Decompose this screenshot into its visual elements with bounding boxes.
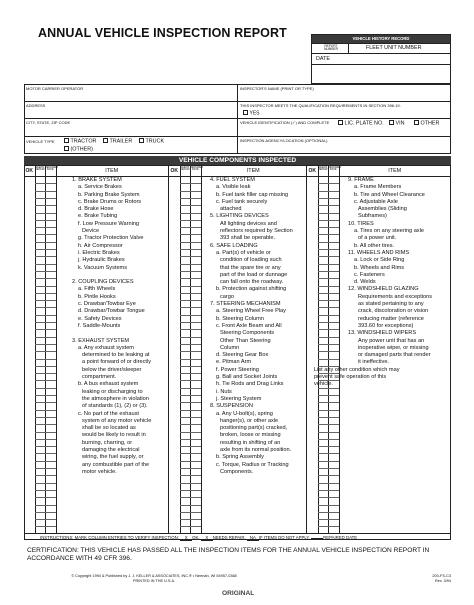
check-row-line	[318, 256, 339, 257]
inspection-item: a. Fifth Wheels	[78, 286, 116, 293]
inspection-item: e. Pitman Arm	[216, 359, 252, 366]
check-row-line	[35, 293, 56, 294]
check-row-line	[35, 410, 56, 411]
inspection-item: determined to be leaking at	[82, 352, 150, 359]
check-row-line	[35, 359, 56, 360]
check-row-line	[180, 220, 201, 221]
check-row-line	[35, 505, 56, 506]
inspection-item: Any power unit that has an	[358, 337, 425, 344]
check-row-line	[318, 227, 339, 228]
inspection-item: condition of loading such	[220, 257, 282, 264]
section-heading: 7. STEERING MECHANISM	[210, 301, 281, 308]
inspection-item: j. Hydraulic Brakes	[78, 257, 125, 264]
check-row-line	[318, 512, 339, 513]
check-row-line	[35, 439, 56, 440]
inspection-item: crack, discoloration or vision	[358, 308, 429, 315]
needs-repair-column-header: NEEDS REPAIR	[180, 165, 190, 172]
inspection-item: f. Power Steering	[216, 366, 259, 373]
yes-checkbox[interactable]: YES	[243, 110, 260, 117]
repaired-date-column-header: REPAIRED DATE	[190, 165, 204, 172]
inspection-item: reflectors required by Section	[220, 228, 293, 235]
check-row-line	[35, 286, 56, 287]
check-row-line	[180, 526, 201, 527]
agency-field[interactable]: INSPECTION AGENCY/LOCATION (OPTIONAL)	[240, 138, 328, 143]
inspection-item: vehicle.	[314, 381, 333, 388]
inspector-name-field[interactable]: INSPECTOR'S NAME (PRINT OR TYPE)	[240, 86, 314, 91]
inspection-item: c. Fuel tank securely	[216, 198, 268, 205]
inspection-item: c. Drawbar/Towbar Eye	[78, 301, 136, 308]
check-row-line	[180, 278, 201, 279]
section-heading: 6. SAFE LOADING	[210, 242, 258, 249]
inspection-item: b. Steering Column	[216, 315, 264, 322]
inspection-item: f. Saddle-Mounts	[78, 322, 121, 329]
check-row-line	[180, 344, 201, 345]
inspection-item: b. A bus exhaust system	[78, 381, 139, 388]
inspection-item: i. Electric Brakes	[78, 249, 120, 256]
qualification-text: THIS INSPECTOR MEETS THE QUALIFICATION REQUIREMENTS IN SECTION 396.19.	[240, 103, 401, 108]
check-row-line	[318, 234, 339, 235]
trailer-checkbox[interactable]: TRAILER	[103, 138, 132, 145]
inspection-item: motor vehicle.	[82, 468, 117, 475]
check-row-line	[180, 446, 201, 447]
check-row-line	[318, 344, 339, 345]
inspection-item	[72, 272, 168, 279]
inspection-item: e. Safety Devices	[78, 315, 122, 322]
inspection-item: b. Spring Assembly	[216, 454, 264, 461]
check-row-line	[318, 278, 339, 279]
section-heading: 11. WHEELS AND RIMS	[348, 249, 410, 256]
check-row-line	[180, 286, 201, 287]
check-row-line	[180, 322, 201, 323]
vin-checkbox[interactable]: VIN	[389, 120, 405, 127]
check-row-line	[35, 198, 56, 199]
inspection-item: c. Adjustable Axle	[354, 198, 398, 205]
check-column-divider	[339, 165, 340, 533]
check-row-line	[35, 424, 56, 425]
check-row-line	[318, 417, 339, 418]
check-row-line	[35, 337, 56, 338]
inspection-item: h. Air Compressor	[78, 242, 123, 249]
inspection-item: Assemblies (Sliding	[358, 206, 407, 213]
inspection-item: 393.60 for exceptions)	[358, 322, 414, 329]
inspection-item: or damaged parts that render	[358, 352, 431, 359]
motor-carrier-field[interactable]: MOTOR CARRIER OPERATOR	[26, 86, 84, 91]
inspection-item: c. No part of the exhaust	[78, 410, 139, 417]
check-row-line	[318, 526, 339, 527]
repaired-date-column-header: REPAIRED DATE	[45, 165, 59, 172]
inspection-item: Other Than Steering	[220, 337, 271, 344]
check-row-line	[318, 351, 339, 352]
check-row-line	[35, 249, 56, 250]
check-row-line	[35, 256, 56, 257]
check-row-line	[180, 205, 201, 206]
other-type-checkbox[interactable]: (OTHER)	[64, 146, 93, 153]
check-row-line	[180, 512, 201, 513]
inspection-item: damaging the electrical	[82, 446, 140, 453]
check-row-line	[35, 373, 56, 374]
check-row-line	[180, 351, 201, 352]
check-row-line	[180, 519, 201, 520]
inspection-item: d. Steering Gear Box	[216, 352, 269, 359]
check-row-line	[180, 242, 201, 243]
inspection-item: b. Pintle Hooks	[78, 293, 116, 300]
check-row-line	[35, 388, 56, 389]
check-row-line	[35, 446, 56, 447]
inspection-item: leaking or discharging to	[82, 388, 143, 395]
check-row-line	[180, 373, 201, 374]
check-row-line	[35, 395, 56, 396]
check-row-line	[35, 432, 56, 433]
inspection-item: a. Service Brakes	[78, 184, 122, 191]
truck-checkbox[interactable]: TRUCK	[139, 138, 164, 145]
instructions-row: INSTRUCTIONS: MARK COLUMN ENTRIES TO VERIFY INSPECTION: X OK, X NEEDS REPAIR, NA IF ITEMS DO NOT APPLY, REPAIRED DATE	[40, 535, 358, 540]
check-row-line	[35, 366, 56, 367]
check-row-line	[35, 468, 56, 469]
inspection-item: axle from its normal position.	[220, 446, 292, 453]
check-row-line	[180, 264, 201, 265]
check-row-line	[318, 475, 339, 476]
inspection-item: a. Lock or Side Ring	[354, 257, 405, 264]
section-heading: 13. WINDSHIELD WIPERS	[348, 330, 417, 337]
section-heading: 9. FRAME	[348, 177, 374, 183]
inspection-item: a. Frame Members	[354, 184, 402, 191]
check-row-line	[35, 307, 56, 308]
check-row-line	[180, 249, 201, 250]
inspection-item: system of any motor vehicle	[82, 417, 152, 424]
check-row-line	[318, 483, 339, 484]
check-row-line	[180, 300, 201, 301]
vehicle-history-box	[311, 34, 451, 84]
inspection-item: c. Fasteners	[354, 271, 385, 278]
tractor-checkbox[interactable]: TRACTOR	[64, 138, 96, 145]
check-row-line	[35, 475, 56, 476]
inspection-item: inoperative wiper, or missing	[358, 344, 429, 351]
check-row-line	[180, 293, 201, 294]
item-column-header: ITEM	[246, 168, 260, 174]
inspection-item: b. Tire and Wheel Clearance	[354, 191, 425, 198]
address-field[interactable]: ADDRESS	[26, 103, 46, 108]
report-number-label: REPORT NUMBER	[324, 43, 338, 52]
inspection-item: d. Drawbar/Towbar Tongue	[78, 308, 145, 315]
inspection-item: 393 shall be operable.	[220, 235, 276, 242]
check-row-line	[180, 198, 201, 199]
check-row-line	[318, 293, 339, 294]
inspection-item: broken, loose or missing	[220, 432, 281, 439]
inspection-item: d. Brake Hose	[78, 206, 114, 213]
check-row-line	[180, 271, 201, 272]
copyright-text: © Copyright 1994 & Published by J. J. KELLER & ASSOCIATES, INC.® • Neenah, WI 54957-0368 PRINTED IN THE U.S.A.	[71, 574, 237, 583]
inspection-item: of standards (1), (2) or (3).	[82, 403, 148, 410]
check-row-line	[318, 242, 339, 243]
inspection-item: that the spare tire or any	[220, 264, 281, 271]
check-row-line	[318, 183, 339, 184]
vehicle-history-header: VEHICLE HISTORY RECORD	[312, 35, 450, 43]
inspection-item: b. Fuel tank filler cap missing	[216, 191, 289, 198]
check-row-line	[318, 315, 339, 316]
inspection-item: Requirements and exceptions	[358, 293, 433, 300]
inspection-item: Device	[82, 228, 100, 235]
check-row-line	[318, 432, 339, 433]
check-row-line	[180, 475, 201, 476]
form-number: 200-FS-C3 Rev. 3/94	[432, 574, 451, 583]
check-row-line	[318, 410, 339, 411]
inspection-item: part of the load or dunnage	[220, 271, 288, 278]
check-row-line	[35, 242, 56, 243]
check-row-line	[35, 402, 56, 403]
check-column-divider	[201, 165, 202, 533]
inspection-item: cargo	[220, 293, 234, 300]
inspection-item: a. Visible leak	[216, 184, 251, 191]
check-row-line	[35, 264, 56, 265]
check-row-line	[318, 490, 339, 491]
column-2-items	[210, 177, 306, 476]
check-row-line	[35, 329, 56, 330]
check-row-line	[318, 424, 339, 425]
inspection-item: c. Torque, Radius or Tracking	[216, 461, 289, 468]
check-row-line	[318, 322, 339, 323]
vehicle-type-label: VEHICLE TYPE	[26, 139, 55, 144]
inspection-item: as stated pertaining to any	[358, 301, 424, 308]
inspection-item: f. Low Pressure Warning	[78, 220, 140, 227]
inspection-item: a. Any U-bolt(s), spring	[216, 410, 273, 417]
check-row-line	[180, 483, 201, 484]
inspection-item: attached	[220, 206, 242, 213]
inspection-item: b. All other tires.	[354, 242, 395, 249]
inspection-item: the atmosphere in violation	[82, 395, 149, 402]
check-row-line	[35, 490, 56, 491]
check-row-line	[318, 359, 339, 360]
ok-column-header: OK	[308, 167, 316, 174]
check-row-line	[35, 483, 56, 484]
check-row-line	[180, 417, 201, 418]
inspection-item: a. Steering Wheel Free Play	[216, 308, 286, 315]
check-row-line	[180, 453, 201, 454]
check-row-line	[318, 505, 339, 506]
lic-plate-checkbox[interactable]: LIC. PLATE NO.	[338, 120, 384, 127]
check-row-line	[180, 497, 201, 498]
inspection-item: h. Tie Rods and Drag Links	[216, 381, 284, 388]
section-heading: 3. EXHAUST SYSTEM	[72, 337, 130, 344]
check-row-line	[35, 453, 56, 454]
components-header: VEHICLE COMPONENTS INSPECTED	[24, 156, 451, 165]
check-row-line	[318, 395, 339, 396]
check-row-line	[180, 315, 201, 316]
inspection-item: j. Steering System	[216, 395, 262, 402]
check-row-line	[180, 505, 201, 506]
column-3-items	[314, 177, 451, 389]
check-row-line	[35, 227, 56, 228]
check-row-line	[35, 351, 56, 352]
page-title: ANNUAL VEHICLE INSPECTION REPORT	[38, 26, 287, 40]
check-row-line	[180, 410, 201, 411]
check-row-line	[180, 439, 201, 440]
check-row-line	[318, 519, 339, 520]
inspection-item: compartment.	[82, 374, 117, 381]
inspection-item: a. Tires on any steering axle	[354, 228, 424, 235]
needs-repair-column-header: NEEDS REPAIR	[35, 165, 45, 172]
inspection-item: k. Vacuum Systems	[78, 264, 128, 271]
inspection-item: it ineffective.	[358, 359, 389, 366]
check-row-line	[318, 271, 339, 272]
needs-repair-column-header: NEEDS REPAIR	[318, 165, 328, 172]
section-heading: 12. WINDSHIELD GLAZING	[348, 286, 419, 293]
check-row-line	[318, 198, 339, 199]
check-row-line	[180, 380, 201, 381]
check-row-line	[318, 402, 339, 403]
check-row-line	[318, 191, 339, 192]
check-row-line	[180, 388, 201, 389]
check-row-line	[180, 490, 201, 491]
check-row-line	[318, 220, 339, 221]
inspection-item: a point forward of or directly	[82, 359, 152, 366]
date-label: DATE	[316, 56, 330, 62]
check-row-line	[318, 337, 339, 338]
check-row-line	[35, 519, 56, 520]
inspection-item: would be likely to result in	[82, 432, 146, 439]
city-field[interactable]: CITY, STATE, ZIP CODE	[26, 120, 71, 125]
inspection-item: All lighting devices and	[220, 220, 277, 227]
check-row-line	[35, 526, 56, 527]
inspection-item: a. Any exhaust system	[78, 344, 134, 351]
inspection-item: Components.	[220, 468, 254, 475]
check-row-line	[318, 497, 339, 498]
inspection-item: prevent safe operation of this	[314, 374, 387, 381]
check-row-line	[318, 468, 339, 469]
check-row-line	[318, 446, 339, 447]
inspection-item: e. Brake Tubing	[78, 213, 118, 220]
check-row-line	[318, 286, 339, 287]
inspection-item: any combustible part of the	[82, 461, 150, 468]
inspection-item: hanger(s), or other axle	[220, 417, 279, 424]
check-row-line	[35, 278, 56, 279]
check-row-line	[318, 461, 339, 462]
inspection-item: shall be so located as	[82, 425, 136, 432]
vehicle-id-label: VEHICLE IDENTIFICATION (✓) AND COMPLETE	[240, 120, 330, 125]
check-row-line	[318, 307, 339, 308]
check-row-line	[180, 307, 201, 308]
check-row-line	[35, 322, 56, 323]
inspection-item: Steering Components	[220, 330, 275, 337]
inspection-item: a. Part(s) of vehicle or	[216, 249, 271, 256]
check-row-line	[35, 213, 56, 214]
check-row-line	[180, 213, 201, 214]
section-heading: 8. SUSPENSION	[210, 403, 253, 410]
inspection-item: positioning part(s) cracked,	[220, 425, 288, 432]
other-id-checkbox[interactable]: OTHER	[414, 120, 439, 127]
fleet-unit-label: FLEET UNIT NUMBER	[366, 45, 422, 51]
check-row-line	[180, 395, 201, 396]
check-row-line	[180, 468, 201, 469]
check-row-line	[180, 359, 201, 360]
check-row-line	[35, 183, 56, 184]
item-column-header: ITEM	[105, 168, 119, 174]
item-column-header: ITEM	[388, 168, 402, 174]
inspection-item: c. Front Axle Beam and All	[216, 322, 282, 329]
section-heading: 4. FUEL SYSTEM	[210, 177, 255, 183]
inspection-item: d. Welds	[354, 279, 376, 286]
section-heading: 5. LIGHTING DEVICES	[210, 213, 269, 220]
check-row-line	[35, 512, 56, 513]
check-row-line	[180, 256, 201, 257]
inspection-item: g. Ball and Socket Joints	[216, 374, 278, 381]
check-row-line	[35, 315, 56, 316]
inspection-item: resulting in shifting of an	[220, 439, 281, 446]
check-column-divider	[56, 165, 57, 533]
check-row-line	[318, 264, 339, 265]
check-row-line	[35, 220, 56, 221]
section-heading: 10. TIRES	[348, 220, 374, 227]
inspection-item: Subframes)	[358, 213, 387, 220]
check-row-line	[35, 344, 56, 345]
inspection-item: Column	[220, 344, 240, 351]
inspection-item: b. Protection against shifting	[216, 286, 287, 293]
inspection-item: g. Tractor Protection Valve	[78, 235, 144, 242]
check-row-line	[180, 461, 201, 462]
inspection-item: can fall onto the roadway.	[220, 279, 284, 286]
check-row-line	[180, 366, 201, 367]
check-row-line	[35, 191, 56, 192]
check-row-line	[35, 497, 56, 498]
check-row-line	[318, 213, 339, 214]
section-heading: 1. BRAKE SYSTEM	[72, 177, 122, 183]
check-row-line	[318, 453, 339, 454]
check-row-line	[35, 234, 56, 235]
section-heading: 2. COUPLING DEVICES	[72, 279, 134, 286]
check-row-line	[35, 205, 56, 206]
check-row-line	[318, 249, 339, 250]
original-label: ORIGINAL	[222, 590, 255, 597]
check-row-line	[180, 337, 201, 338]
check-row-line	[180, 432, 201, 433]
check-row-line	[35, 417, 56, 418]
check-row-line	[318, 439, 339, 440]
certification-text: CERTIFICATION: THIS VEHICLE HAS PASSED ALL THE INSPECTION ITEMS FOR THE ANNUAL VEHICLE INSPECTION REPORT IN ACCORDANCE WITH 49 CFR 396.	[27, 547, 430, 563]
inspection-item: of a power unit.	[358, 235, 397, 242]
inspection-item: below the driver/sleeper	[82, 366, 142, 373]
check-row-line	[35, 271, 56, 272]
inspection-item: i. Nuts	[216, 388, 232, 395]
ok-column-header: OK	[170, 167, 178, 174]
check-row-line	[318, 205, 339, 206]
inspection-item: List any other condition which may	[314, 366, 400, 373]
check-row-line	[318, 300, 339, 301]
check-row-line	[180, 424, 201, 425]
inspection-item: wiring, the fuel supply, or	[82, 454, 144, 461]
check-row-line	[35, 380, 56, 381]
ok-column-header: OK	[25, 167, 33, 174]
inspection-item: c. Brake Drums or Rotors	[78, 198, 142, 205]
check-row-line	[180, 227, 201, 228]
check-row-line	[35, 461, 56, 462]
inspection-item: b. Parking Brake System	[78, 191, 140, 198]
inspection-item: b. Wheels and Rims	[354, 264, 405, 271]
inspection-item: reducing matter (reference	[358, 315, 424, 322]
check-row-line	[180, 191, 201, 192]
inspection-item	[72, 330, 168, 337]
check-row-line	[180, 183, 201, 184]
repaired-date-column-header: REPAIRED DATE	[328, 165, 342, 172]
check-row-line	[180, 402, 201, 403]
inspection-item: burning, charring, or	[82, 439, 133, 446]
check-row-line	[180, 234, 201, 235]
column-1-items	[72, 177, 168, 476]
check-row-line	[180, 329, 201, 330]
check-row-line	[35, 300, 56, 301]
check-row-line	[318, 329, 339, 330]
